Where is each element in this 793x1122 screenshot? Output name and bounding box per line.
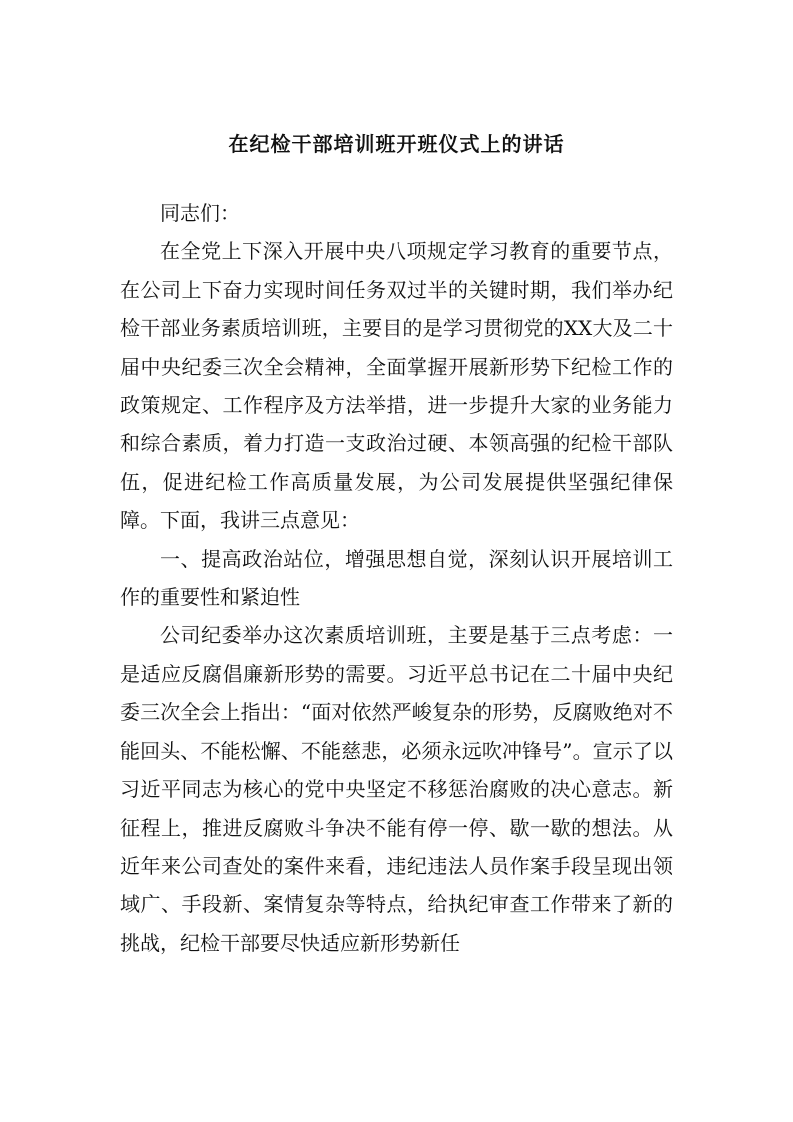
section-heading-1: 一、提高政治站位，增强思想自觉，深刻认识开展培训工作的重要性和紧迫性 [120, 546, 673, 610]
document-title: 在纪检干部培训班开班仪式上的讲话 [228, 132, 565, 156]
salutation: 同志们： [160, 201, 240, 225]
document-body [120, 194, 673, 962]
paragraph-intro: 在全党上下深入开展中央八项规定学习教育的重要节点，在公司上下奋力实现时间任务双过半的关键时期，我们举办纪检干部业务素质培训班，主要目的是学习贯彻党的XX大及二十届中央纪委三次全会精神，全面掌握开展新形势下纪检工作的政策规定、工作程序及方法举措，进一步提升大家的业务能力和综合素质，着力打造一支政治过硬、本领高强的纪检干部队伍，促进纪检工作高质量发展，为公司发展提供坚强纪律保障。下面，我讲三点意见： [120, 239, 673, 533]
paragraph-body-1: 公司纪委举办这次素质培训班，主要是基于三点考虑：一是适应反腐倡廉新形势的需要。习近平总书记在二十届中央纪委三次全会上指出：“面对依然严峻复杂的形势，反腐败绝对不能回头、不能松懈、不能慈悲，必须永远吹冲锋号”。宣示了以习近平同志为核心的党中央坚定不移惩治腐败的决心意志。新征程上，推进反腐败斗争决不能有停一停、歇一歇的想法。从近年来公司查处的案件来看，违纪违法人员作案手段呈现出领域广、手段新、案情复杂等特点，给执纪审查工作带来了新的挑战，纪检干部要尽快适应新形势新任 [120, 623, 673, 955]
